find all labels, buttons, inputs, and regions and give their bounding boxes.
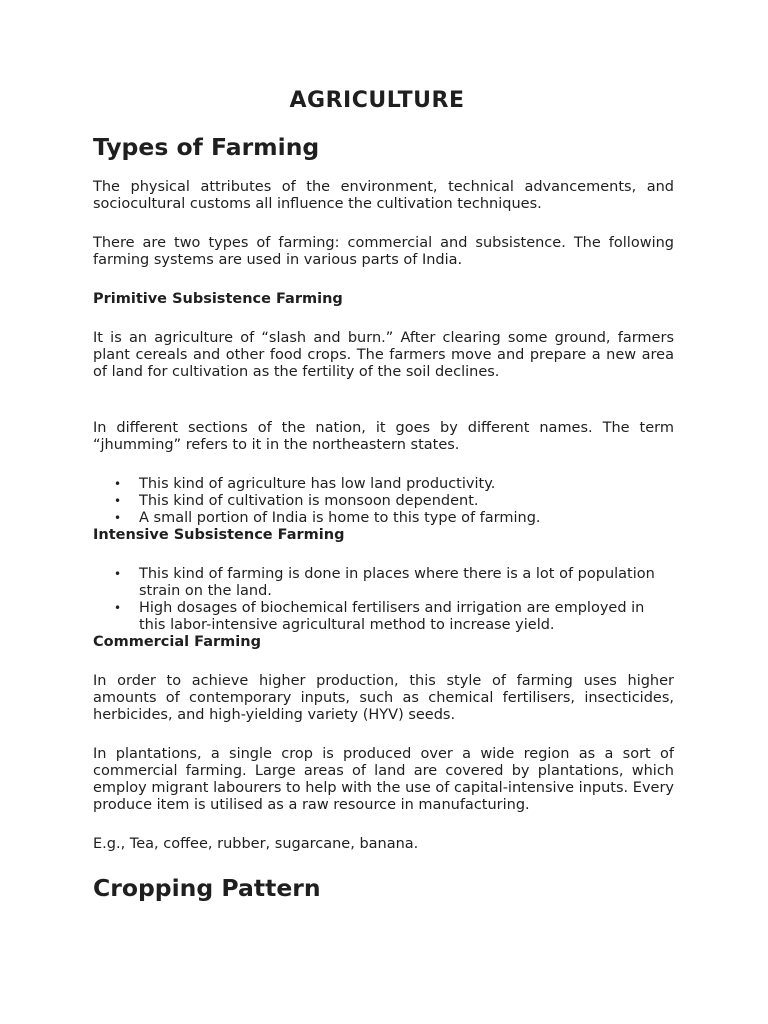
list-item: • High dosages of biochemical fertilisers and irrigation are employed in this labor-intensive agricultural method to increase yield.: [93, 600, 669, 634]
section-heading-types-of-farming: Types of Farming: [93, 133, 320, 161]
bullet-list-intensive: [93, 566, 674, 634]
subheading-commercial-farming: Commercial Farming: [93, 634, 261, 650]
subheading-primitive-subsistence: Primitive Subsistence Farming: [93, 291, 343, 307]
paragraph-commercial-1: In order to achieve higher production, this style of farming uses higher amounts of contemporary inputs, such as chemical fertilisers, insecticides, herbicides, and high-yielding variety (HYV) seeds.: [93, 673, 674, 723]
paragraph-primitive-1: It is an agriculture of “slash and burn.” After clearing some ground, farmers plant cereals and other food crops. The farmers move and prepare a new area of land for cultivation as the fertility of the soil declines.: [93, 330, 674, 380]
paragraph-intro-1: The physical attributes of the environment, technical advancements, and sociocultural customs all influence the cultivation techniques.: [93, 179, 674, 212]
list-item: • This kind of farming is done in places where there is a lot of population strain on the land.: [93, 566, 669, 600]
list-item: • This kind of agriculture has low land productivity.: [93, 476, 669, 493]
list-item: • This kind of cultivation is monsoon dependent.: [93, 493, 669, 510]
section-heading-cropping-pattern: Cropping Pattern: [93, 874, 321, 902]
paragraph-commercial-examples: E.g., Tea, coffee, rubber, sugarcane, banana.: [93, 836, 419, 852]
document-title: AGRICULTURE: [289, 88, 465, 113]
bullet-list-primitive: [93, 476, 674, 527]
subheading-intensive-subsistence: Intensive Subsistence Farming: [93, 527, 345, 543]
paragraph-primitive-2: In different sections of the nation, it goes by different names. The term “jhumming” refers to it in the northeastern states.: [93, 420, 674, 453]
list-item: • A small portion of India is home to this type of farming.: [93, 510, 669, 527]
paragraph-intro-2: There are two types of farming: commercial and subsistence. The following farming systems are used in various parts of India.: [93, 235, 674, 268]
paragraph-commercial-2: In plantations, a single crop is produced over a wide region as a sort of commercial farming. Large areas of land are covered by plantations, which employ migrant labourers to help with the use of capital-intensive inputs. Every produce item is utilised as a raw resource in manufacturing.: [93, 746, 674, 813]
